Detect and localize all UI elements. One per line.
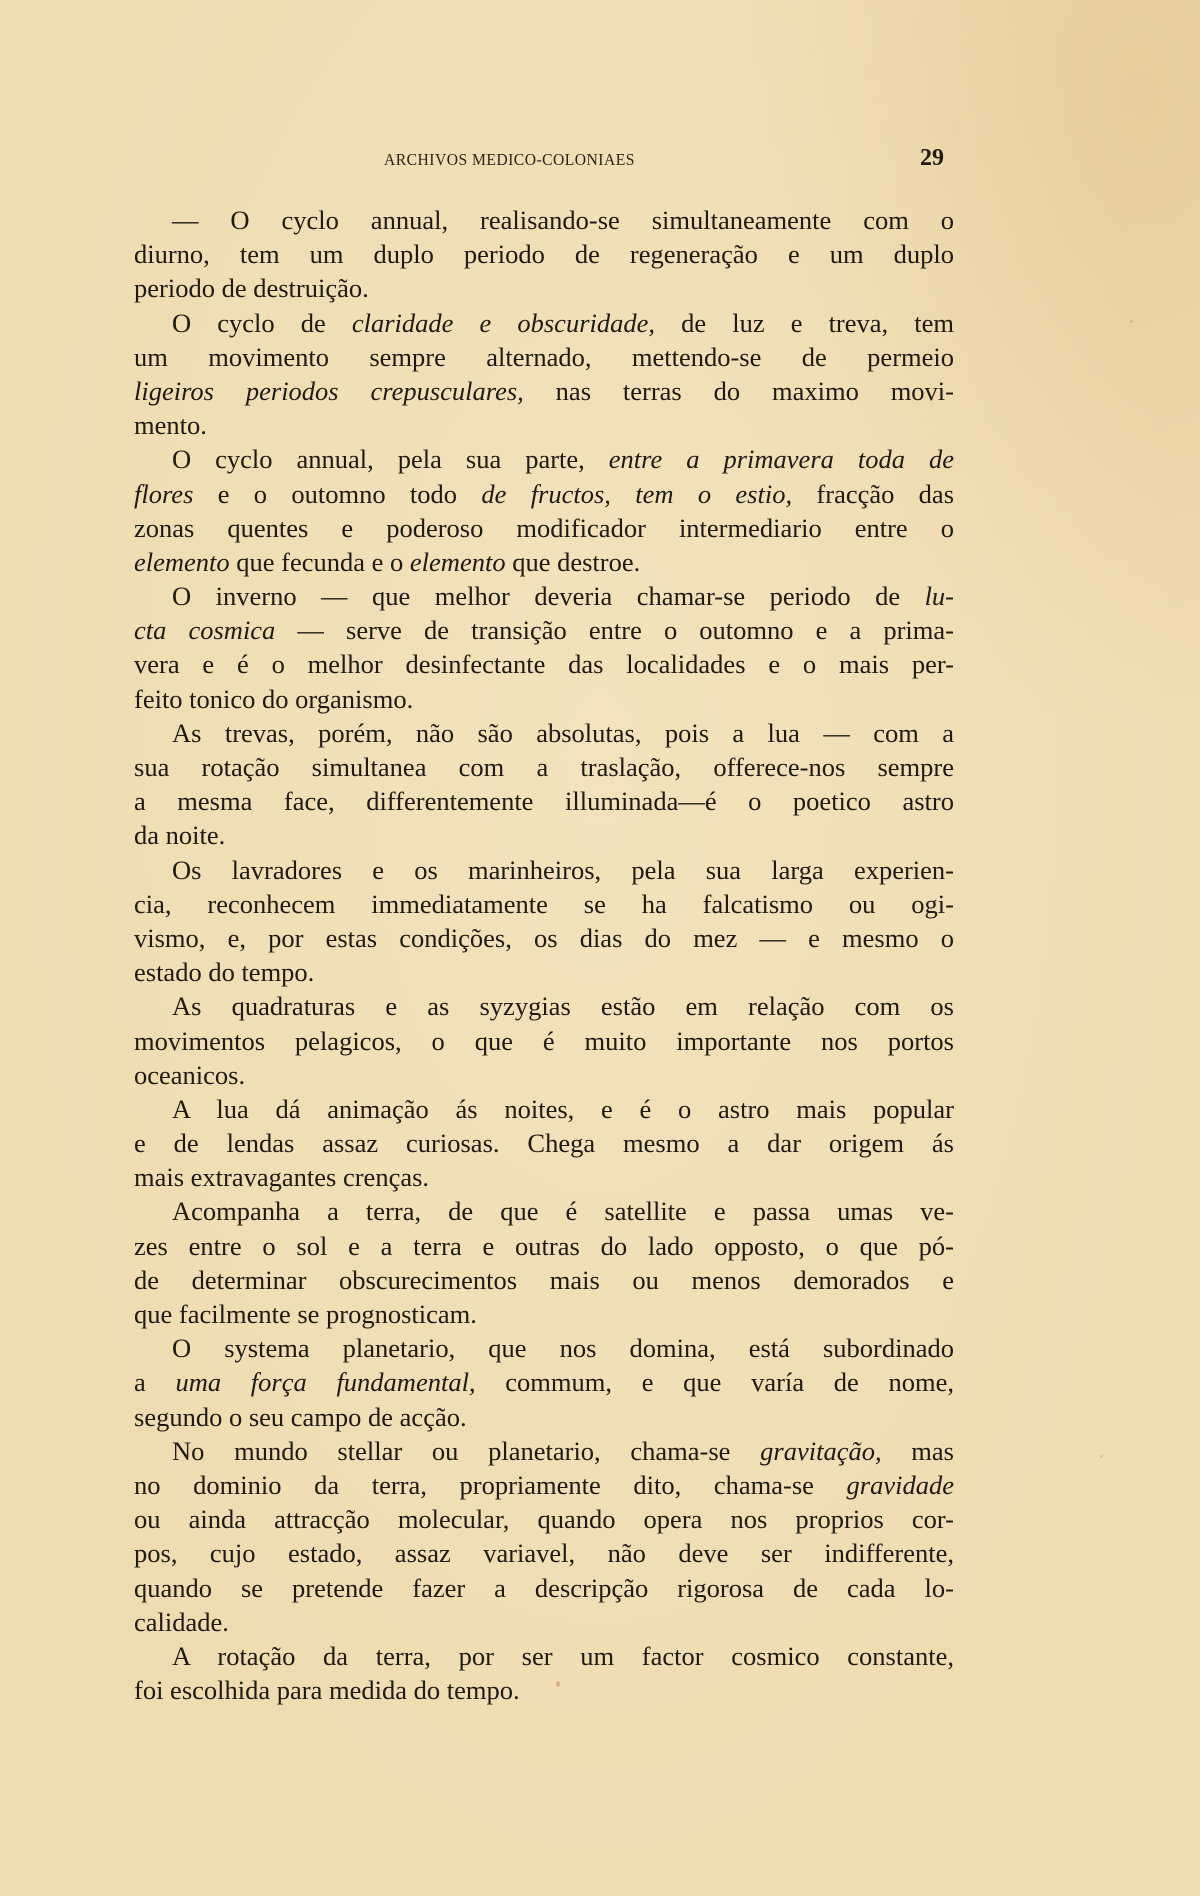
text-run: sua rotação simultanea com a traslação, offerece-nos sempre xyxy=(134,752,954,782)
italic-text: elemento xyxy=(409,546,506,577)
text-line xyxy=(134,818,954,852)
text-run: — serve de transição entre o outomno e a prima- xyxy=(275,615,954,646)
text-line xyxy=(134,1160,954,1194)
text-run: ou ainda attracção molecular, quando opera nos proprios cor- xyxy=(134,1504,954,1535)
text-run: A lua dá animação ás noites, e é o astro mais popular xyxy=(172,1093,954,1124)
text-run: No mundo stellar ou planetario, chama-se xyxy=(172,1435,761,1466)
paper-speck xyxy=(556,1681,560,1687)
text-run: O cyclo annual, pela sua parte, xyxy=(172,444,609,475)
text-line xyxy=(134,613,954,647)
text-line xyxy=(134,203,954,237)
text-run: foi escolhida para medida do tempo. xyxy=(134,1675,520,1706)
text-run: quando se pretende fazer a descripção rigorosa de cada lo- xyxy=(134,1572,954,1603)
text-run: zes entre o sol e a terra e outras do lado opposto, o que pó- xyxy=(134,1230,954,1261)
text-run: O inverno — que melhor deveria chamar-se periodo de xyxy=(172,581,925,612)
text-line xyxy=(134,271,954,305)
body-text xyxy=(134,203,954,1707)
text-run: Acompanha a terra, de que é satellite e passa umas ve- xyxy=(172,1196,954,1227)
text-run: pos, cujo estado, assaz variavel, não deve ser indifferente, xyxy=(134,1538,954,1569)
paragraph xyxy=(134,1639,954,1707)
paragraph xyxy=(134,1092,954,1195)
text-line xyxy=(134,1331,954,1365)
text-run: Os lavradores e os marinheiros, pela sua larga experien- xyxy=(172,854,954,885)
paragraph xyxy=(134,716,954,853)
text-line xyxy=(134,1605,954,1639)
text-run: periodo de destruição. xyxy=(134,273,369,304)
paragraph xyxy=(134,989,954,1092)
text-run: movimentos pelagicos, o que é muito importante nos portos xyxy=(134,1025,954,1056)
paragraph xyxy=(134,1331,954,1434)
paragraph xyxy=(134,203,954,306)
text-run: a xyxy=(134,1367,176,1398)
text-run: de determinar obscurecimentos mais ou menos demorados e xyxy=(134,1264,954,1295)
text-run: cia, reconhecem immediatamente se ha falcatismo ou ogi- xyxy=(134,888,954,919)
text-line xyxy=(134,682,954,716)
text-line xyxy=(134,1263,954,1297)
text-line xyxy=(134,921,954,955)
text-line xyxy=(134,1229,954,1263)
italic-text: flores xyxy=(134,478,194,509)
text-line xyxy=(134,477,954,511)
text-line xyxy=(134,306,954,340)
text-line xyxy=(134,1571,954,1605)
text-run: oceanicos. xyxy=(134,1059,246,1090)
text-line xyxy=(134,1126,954,1160)
text-line xyxy=(134,579,954,613)
text-run: commum, e que varía de nome, xyxy=(475,1367,954,1398)
italic-text: gravidade xyxy=(846,1469,954,1500)
italic-text: gravitação, xyxy=(760,1435,882,1466)
text-run: a mesma face, differentemente illuminada—é o poetico astro xyxy=(134,786,954,817)
text-run: que fecunda e o xyxy=(229,546,410,577)
italic-text: elemento xyxy=(134,546,230,577)
text-run: no dominio da terra, propriamente dito, chama-se xyxy=(134,1469,847,1500)
text-run: O systema planetario, que nos domina, está subordinado xyxy=(172,1333,954,1364)
paper-speck xyxy=(1100,1455,1103,1458)
text-run: vera e é o melhor desinfectante das localidades e o mais per- xyxy=(134,649,954,680)
text-line xyxy=(134,1092,954,1126)
text-line xyxy=(134,853,954,887)
text-run: segundo o seu campo de acção. xyxy=(134,1401,467,1432)
text-run: que facilmente se prognosticam. xyxy=(134,1299,477,1329)
text-run: mais extravagantes crenças. xyxy=(134,1162,430,1193)
paragraph xyxy=(134,1434,954,1639)
text-run: As quadraturas e as syzygias estão em relação com os xyxy=(172,991,954,1022)
text-line xyxy=(134,545,954,579)
text-line xyxy=(134,442,954,476)
text-line xyxy=(134,1194,954,1228)
italic-text: claridade e obscuridade, xyxy=(351,307,656,338)
running-head xyxy=(0,145,1200,180)
text-run: A rotação da terra, por ser um factor cosmico constante, xyxy=(172,1640,954,1671)
text-run: vismo, e, por estas condições, os dias do mez — e mesmo o xyxy=(134,922,954,953)
italic-text: cta cosmica xyxy=(134,615,276,646)
italic-text: lu- xyxy=(924,581,954,612)
text-line xyxy=(134,989,954,1023)
text-run: mas xyxy=(881,1435,954,1466)
text-line xyxy=(134,408,954,442)
paragraph xyxy=(134,853,954,990)
text-line xyxy=(134,1058,954,1092)
italic-text: de fructos, tem o estio, xyxy=(481,478,793,509)
text-line xyxy=(134,1434,954,1468)
text-line xyxy=(134,340,954,374)
text-run: feito tonico do organismo. xyxy=(134,683,414,714)
italic-text: entre a primavera toda de xyxy=(608,444,954,475)
text-run: um movimento sempre alternado, mettendo-se de permeio xyxy=(134,341,954,372)
text-line xyxy=(134,1639,954,1673)
text-run: As trevas, porém, não são absolutas, pois a lua — com a xyxy=(172,717,954,748)
text-line xyxy=(134,1297,954,1331)
text-line xyxy=(134,647,954,681)
text-run: da noite. xyxy=(134,820,226,851)
text-run: de luz e treva, tem xyxy=(655,307,954,338)
text-run: que destroe. xyxy=(505,546,641,577)
text-line xyxy=(134,887,954,921)
text-run: O cyclo de xyxy=(172,307,352,338)
paper-speck xyxy=(1130,320,1133,323)
text-line xyxy=(134,716,954,750)
text-run: fracção das xyxy=(792,478,955,509)
text-run: zonas quentes e poderoso modificador intermediario entre o xyxy=(134,512,954,543)
text-run: mento. xyxy=(134,410,207,441)
text-line xyxy=(134,955,954,989)
text-line xyxy=(134,1673,954,1707)
text-line xyxy=(134,1024,954,1058)
text-line xyxy=(134,1468,954,1502)
text-line xyxy=(134,750,954,784)
text-line xyxy=(134,1536,954,1570)
italic-text: ligeiros periodos crepusculares, xyxy=(134,375,524,406)
running-title: ARCHIVOS MEDICO-COLONIAES xyxy=(384,150,635,169)
text-line xyxy=(134,784,954,818)
text-line xyxy=(134,1502,954,1536)
text-line xyxy=(134,1400,954,1434)
page-number: 29 xyxy=(920,145,944,171)
text-line xyxy=(134,511,954,545)
text-run: estado do tempo. xyxy=(134,957,315,988)
text-run: diurno, tem um duplo periodo de regeneração e um duplo xyxy=(134,239,954,270)
text-run: — O cyclo annual, realisando-se simultaneamente com o xyxy=(172,205,954,235)
italic-text: uma força fundamental, xyxy=(175,1367,476,1398)
paragraph xyxy=(134,306,954,443)
paragraph xyxy=(134,579,954,716)
text-line xyxy=(134,1365,954,1399)
text-line xyxy=(134,374,954,408)
text-run: e o outomno todo xyxy=(193,478,482,509)
text-run: calidade. xyxy=(134,1606,229,1637)
text-run: e de lendas assaz curiosas. Chega mesmo a dar origem ás xyxy=(134,1128,954,1159)
paragraph xyxy=(134,442,954,579)
text-run: nas terras do maximo movi- xyxy=(523,375,954,406)
paragraph xyxy=(134,1194,954,1331)
text-line xyxy=(134,237,954,271)
